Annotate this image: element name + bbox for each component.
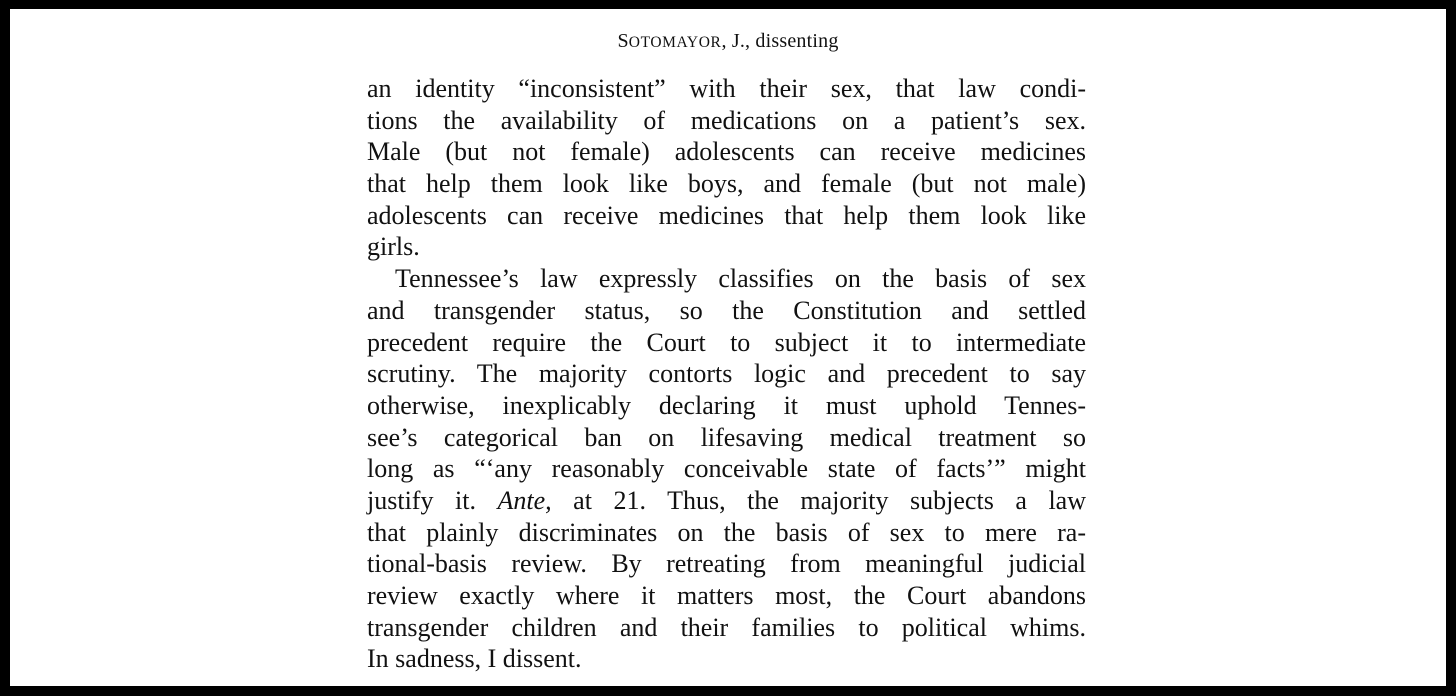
- text-line: tional-basis review. By retreating from meaningful judicial: [367, 549, 1086, 579]
- text-line: tions the availability of medications on a patient’s sex.: [367, 105, 1086, 135]
- opinion-text: [367, 73, 1086, 675]
- text-line: and transgender status, so the Constitution and settled: [367, 295, 1086, 325]
- header-author-initial: S: [617, 30, 629, 52]
- text-line: In sadness, I dissent.: [367, 644, 582, 674]
- ante-citation: Ante,: [497, 485, 552, 515]
- text-line: scrutiny. The majority contorts logic and precedent to say: [367, 359, 1086, 389]
- text-line: transgender children and their families to political whims.: [367, 612, 1086, 642]
- text-line: that help them look like boys, and female (but not male): [367, 169, 1086, 199]
- paragraph-2: [367, 263, 1086, 675]
- text-line: an identity “inconsistent” with their sex, that law condi-: [367, 74, 1086, 103]
- paragraph-1: [367, 73, 1086, 263]
- text-line: review exactly where it matters most, the Court abandons: [367, 581, 1086, 610]
- ante-pre: justify it.: [367, 485, 498, 515]
- text-line: Tennessee’s law expressly classifies on the basis of sex: [395, 264, 1086, 294]
- text-line: see’s categorical ban on lifesaving medical treatment so: [367, 422, 1086, 452]
- header-suffix: , J., dissenting: [721, 30, 839, 52]
- page: [10, 9, 1446, 686]
- header-author-rest: OTOMAYOR: [628, 34, 722, 51]
- text-line: Male (but not female) adolescents can receive medicines: [367, 137, 1086, 167]
- text-line: that plainly discriminates on the basis of sex to mere ra-: [367, 517, 1086, 547]
- text-line: precedent require the Court to subject it to intermediate: [367, 327, 1086, 357]
- text-line: long as “‘any reasonably conceivable state of facts’” might: [367, 454, 1086, 484]
- text-line-ante: [367, 485, 1086, 517]
- ante-post: at 21. Thus, the majority subjects a law: [551, 485, 1086, 515]
- text-line: girls.: [367, 232, 420, 262]
- text-line: otherwise, inexplicably declaring it must uphold Tennes-: [367, 390, 1086, 420]
- text-line: adolescents can receive medicines that help them look like: [367, 200, 1086, 230]
- running-header: [10, 30, 1446, 53]
